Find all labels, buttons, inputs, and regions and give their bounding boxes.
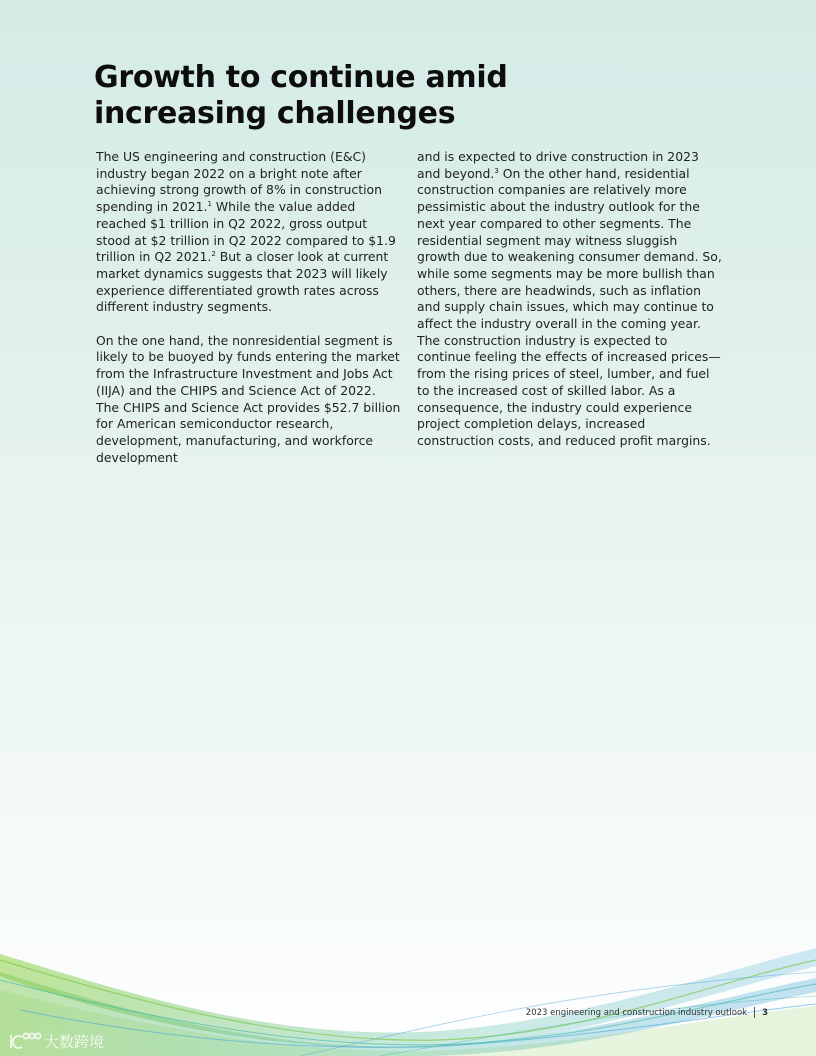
decorative-wave-graphic	[0, 920, 816, 1056]
footnote-ref[interactable]: 2	[211, 250, 216, 259]
paragraph: and is expected to drive construction in 2023 and beyond.$^3$ On the other hand, residential construction companies are relatively more pessimistic about the industry outlook for the next year compared to other segments. The residential segment may witness sluggish growth due to weakening consumer demand. So, while some segments may be more bullish than others, there are headwinds, such as inflation and supply chain issues, which may continue to affect the industry overall in the coming year. The construction industry is expected to continue feeling the effects of increased prices—from the rising prices of steel, lumber, and fuel to the increased cost of skilled labor. As a consequence, the industry could experience project completion delays, increased construction costs, and reduced profit margins.	[417, 149, 722, 448]
paragraph: The US engineering and construction (E&C) industry began 2022 on a bright note after achieving strong growth of 8% in construction spending in 2021.$^1$ While the value added reached $1 trillion in Q2 2022, gross output stood at $2 trillion in Q2 2022 compared to $1.9 trillion in Q2 2021.$^2$ But a closer look at current market dynamics suggests that 2023 will likely experience differentiated growth rates across different industry segments.	[96, 149, 396, 315]
page-title: Growth to continue amid increasing challenges	[94, 60, 508, 131]
watermark-text: 大数跨境	[44, 1033, 105, 1051]
footnote-ref[interactable]: 3	[494, 166, 499, 175]
footer-publication-title: 2023 engineering and construction industry outlook	[525, 1007, 748, 1018]
watermark	[8, 1029, 118, 1053]
page-number: 3	[762, 1007, 768, 1018]
footer-divider	[754, 1007, 755, 1018]
page-footer	[526, 1007, 768, 1018]
body-column-left	[96, 149, 401, 466]
body-column-right	[417, 149, 722, 450]
footnote-ref[interactable]: 1	[207, 199, 212, 208]
1c100-logo-icon	[11, 1033, 41, 1048]
paragraph: On the one hand, the nonresidential segment is likely to be buoyed by funds entering the market from the Infrastructure Investment and Jobs Act (IIJA) and the CHIPS and Science Act of 2022. The CHIPS and Science Act provides $52.7 billion for American semiconductor research, development, manufacturing, and workforce development	[96, 332, 401, 465]
